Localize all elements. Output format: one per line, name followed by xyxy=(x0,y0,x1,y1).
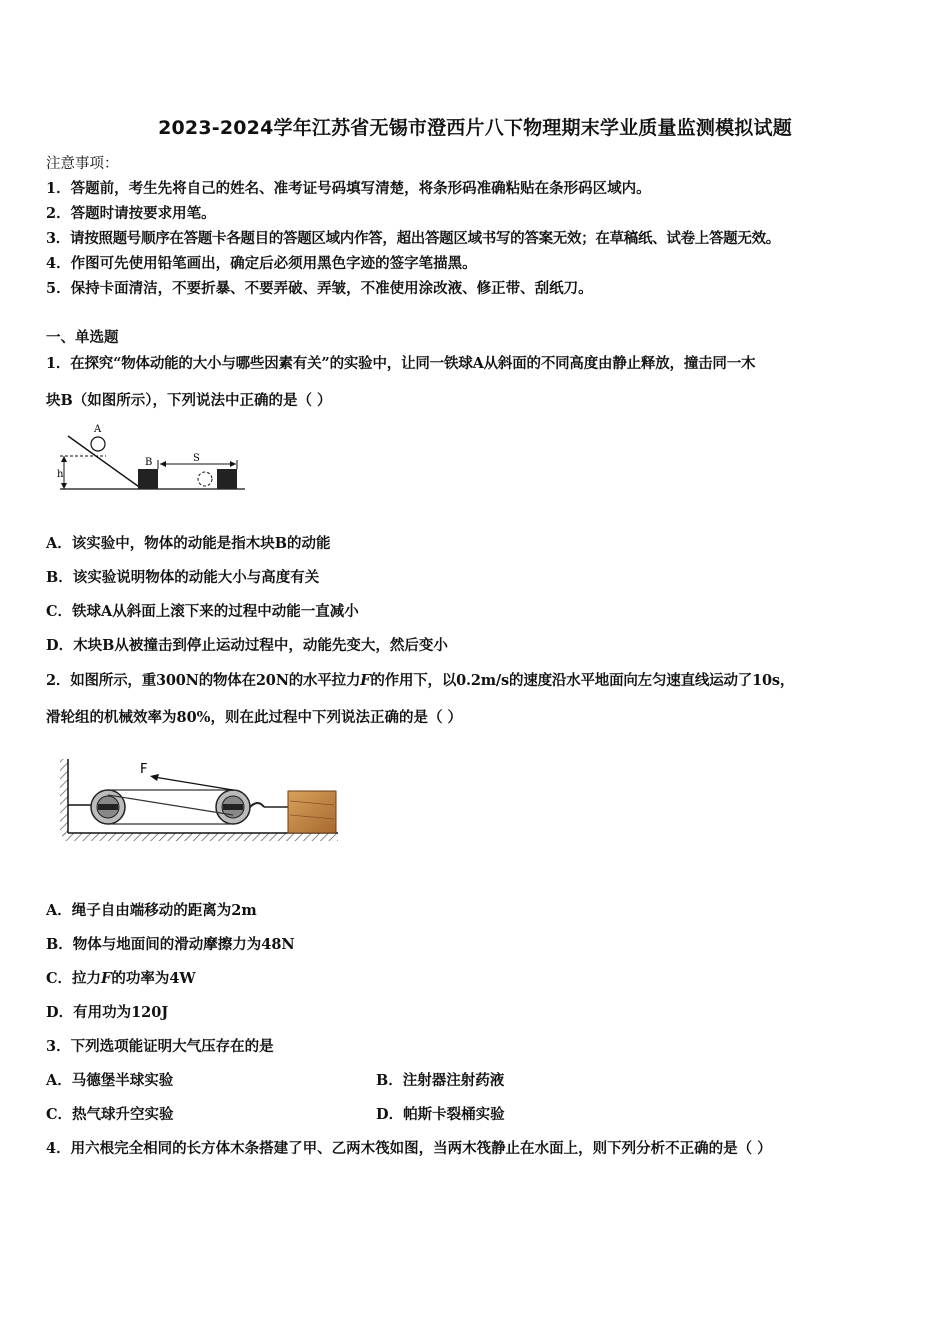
ball-final-position xyxy=(198,472,212,486)
question-4-stem: 4．用六根完全相同的长方体木条搭建了甲、乙两木筏如图，当两木筏静止在水面上，则下列分析不正确的是（ ） xyxy=(46,1140,772,1157)
question-1-figure xyxy=(50,422,250,494)
movable-pulley xyxy=(216,790,250,824)
ball-a-label: A xyxy=(94,424,102,435)
force-label: F xyxy=(140,762,148,777)
question-2-option-b[interactable]: B．物体与地面间的滑动摩擦力为48N xyxy=(46,936,295,953)
distance-label: S xyxy=(193,453,200,464)
question-3-option-d[interactable]: D．帕斯卡裂桶实验 xyxy=(376,1106,505,1123)
rope-middle xyxy=(108,795,233,815)
page-title: 2023-2024学年江苏省无锡市澄西片八下物理期末学业质量监测模拟试题 xyxy=(158,117,792,139)
question-2-option-d[interactable]: D．有用功为120J xyxy=(46,1004,169,1021)
note-item: 4．作图可先使用铅笔画出，确定后必须用黑色字迹的签字笔描黑。 xyxy=(46,255,477,272)
block-b xyxy=(138,469,158,489)
note-item: 5．保持卡面清洁，不要折暴、不要弄破、弄皱，不准使用涂改液、修正带、刮纸刀。 xyxy=(46,280,593,297)
question-2-stem-line2: 滑轮组的机械效率为80%，则在此过程中下列说法正确的是（ ） xyxy=(46,709,463,726)
question-2-figure xyxy=(58,755,340,845)
question-1-stem-line1: 1．在探究“物体动能的大小与哪些因素有关”的实验中，让同一铁球A从斜面的不同高度由静止释放，撞击同一木 xyxy=(46,355,756,372)
question-1-option-c[interactable]: C．铁球A从斜面上滚下来的过程中动能一直减小 xyxy=(46,603,359,620)
note-item: 3．请按照题号顺序在答题卡各题目的答题区域内作答，超出答题区域书写的答案无效；在草稿纸、试卷上答题无效。 xyxy=(46,230,780,247)
question-1-option-b[interactable]: B．该实验说明物体的动能大小与高度有关 xyxy=(46,569,320,586)
question-2-option-c[interactable]: C．拉力F的功率为4W xyxy=(46,970,196,987)
ball-a xyxy=(91,437,105,451)
question-1-stem-line2: 块B（如图所示），下列说法中正确的是（ ） xyxy=(46,392,332,409)
notes-heading: 注意事项： xyxy=(46,156,119,172)
question-1-option-d[interactable]: D．木块B从被撞击到停止运动过程中，动能先变大，然后变小 xyxy=(46,637,448,654)
question-2-option-a[interactable]: A．绳子自由端移动的距离为2m xyxy=(46,902,257,919)
note-item: 1．答题前，考生先将自己的姓名、准考证号码填写清楚，将条形码准确粘贴在条形码区域内。 xyxy=(46,180,651,197)
question-2-stem-line1: 2．如图所示，重300N的物体在20N的水平拉力F的作用下，以0.2m/s的速度沿水平地面向左匀速直线运动了10s， xyxy=(46,672,795,689)
height-label: h xyxy=(57,469,64,480)
wall xyxy=(60,759,68,835)
question-3-option-c[interactable]: C．热气球升空实验 xyxy=(46,1106,174,1123)
variable-f: F xyxy=(101,970,112,987)
ground xyxy=(62,833,338,841)
question-1-option-a[interactable]: A．该实验中，物体的动能是指木块B的动能 xyxy=(46,535,331,552)
question-3-option-a[interactable]: A．马德堡半球实验 xyxy=(46,1072,174,1089)
pulley-hook xyxy=(250,803,264,807)
section-heading: 一、单选题 xyxy=(46,329,119,346)
question-3-option-b[interactable]: B．注射器注射药液 xyxy=(376,1072,505,1089)
note-item: 2．答题时请按要求用笔。 xyxy=(46,205,216,222)
force-arrow xyxy=(154,777,233,790)
question-3-stem: 3．下列选项能证明大气压存在的是 xyxy=(46,1038,274,1055)
block-b-label: B xyxy=(145,457,153,468)
wooden-block xyxy=(288,791,336,833)
block-b-final xyxy=(217,469,237,489)
variable-f: F xyxy=(360,672,371,689)
